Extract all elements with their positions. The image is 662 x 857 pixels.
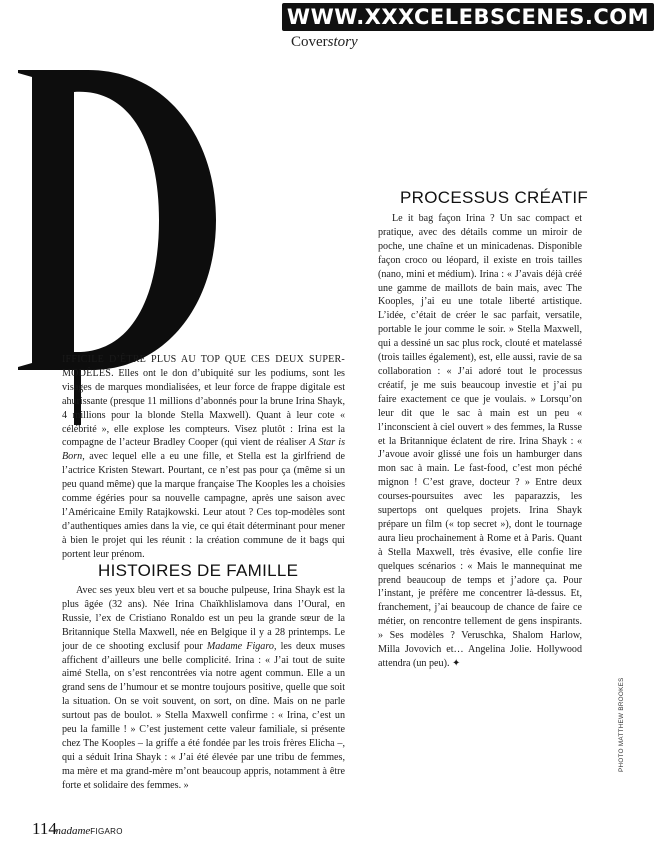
intro-lead: IFFICILE D’ÊTRE PLUS AU TOP QUE CES DEUX SUPER-MODÈLES. xyxy=(62,354,345,379)
section-label-story: story xyxy=(327,34,358,50)
processus-paragraph xyxy=(378,212,582,671)
intro-paragraph xyxy=(62,353,345,562)
drop-cap-letter xyxy=(18,70,19,71)
famille-paragraph xyxy=(62,584,345,793)
magazine-brand xyxy=(53,825,123,837)
photo-credit-text: PHOTO MATTHEW BROOKES xyxy=(618,677,625,772)
magazine-name: Madame Figaro xyxy=(206,640,274,652)
watermark-banner: WWW.XXXCELEBSCENES.COM xyxy=(282,3,654,31)
famille-text: Avec ses yeux bleu vert et sa bouche pulpeuse, Irina Shayk est la plus âgée (32 ans). Née Irina Chaïkhlislamova dans l’Oural, en Russie, l’ex de Cristiano Ronaldo est un peu la grande sœur de la Britannique Stella Maxwell, née en Belgique il y a 28 printemps. Le jour de ce shooting exclusif pour xyxy=(62,585,345,652)
intro-text: Elles ont le don d’ubiquité sur les podiums, sont les visages de marques mondialisées, et leur force de frappe digitale est ahurissante (presque 11 millions d’abonnés pour la brune Irina Shayk, 4 millions pour la blonde Stella Maxwell). Quant à leur cote « célébrité », elle explose les compteurs. Visez plutôt : Irina est la compagne de l’acteur Bradley Cooper (qui vient de réaliser xyxy=(62,367,345,449)
processus-text: Le it bag façon Irina ? Un sac compact et pratique, avec des détails comme un miroir de poche, une chaîne et un minicadenas. Disponible façon croco ou léopard, il existe en trois tailles (nano, mini et médium). Irina : « J’avais déjà créé une gamme de maillots de bain mais, avec The Kooples, j’ai eu une totale liberté artistique. L’idée, c’était de créer le sac parfait, versatile, portable le jour comme le soir. » Stella Maxwell, qui a dessiné un sac plus rock, clouté et matelassé (trois tailles également), est, elle aussi, ravie de sa collaboration : « J’ai adoré tout le processus créatif, je me suis beaucoup investie et j’ai pu faire exactement ce que je voulais. » Lorsqu’on leur dit que le sac à main est un peu « l’inconscient à ciel ouvert » des femmes, la Russe et la Britannique éclatent de rire. Irina Shayk : « J’avoue avoir glissé une fois un hamburger dans mon sac à main. Le fast-food, c’est mon péché mignon ! C’est grave, docteur ? » Entre deux courses-poursuites avec les paparazzis, les supertops ont quelques projets. Irina Shayk prépare un film (« top secret »), dont le tournage aura lieu prochainement à Rome et à Paris. Quant à Stella Maxwell, très évasive, elle confie lire quelques scénarios : « Mais le mannequinat me prend beaucoup de temps et j’adore ça. Pour l’instant, je préfère me concentrer là-dessus. Et, franchement, j’ai beaucoup de chance de faire ce métier, on rencontre tellement de gens inspirants. » Ses modèles ? Veruschka, Shalom Harlow, Milla Jovovich et… Angelina Jolie. Hollywood attendra (un peu). ✦ xyxy=(378,213,582,669)
page-number: 114 xyxy=(32,819,57,838)
famille-text-continued: , les deux muses affichent d’ailleurs une belle complicité. Irina : « J’ai tout de suite aimé Stella, on s’est rencontrées via notre agent commun. Elle a un grand sens de l’humour et se montre toujours positive, quelle que soit la situation. On se voit souvent, on sort, on dîne. Mais on ne parle surtout pas de boulot. » Stella Maxwell confirme : « Irina, c’est un peu la famille ! » C’est justement cette valeur familiale, si présente chez The Kooples – la griffe a été fondée par les trois frères Elicha –, qui a séduit Irina Shayk : « J’ai été élevée par une tribu de femmes, ma mère et ma grand-mère m’ont beaucoup appris, notamment à être forte et solidaire des femmes. » xyxy=(62,640,345,791)
section-label xyxy=(291,34,358,51)
brand-madame: madame xyxy=(53,825,91,837)
section-label-cover: Cover xyxy=(291,34,328,50)
heading-histoires-de-famille: HISTOIRES DE FAMILLE xyxy=(98,561,299,580)
intro-text-continued: , avec lequel elle a eu une fille, et Stella est la girlfriend de l’actrice Kristen Stewart. Pourtant, ce n’est pas pour ça (même si un peu quand même) que la marque française The Kooples les a choisies comme égéries pour sa nouvelle campagne, après une saison avec l’Américaine Emily Ratajkowski. Leur atout ? Ces top-modèles sont d’authentiques amies dans la vie, ce qui était déterminant pour mener à bien le projet qui les réunit : la création commune de it bags qui portent leur prénom. xyxy=(62,451,345,560)
heading-processus-creatif: PROCESSUS CRÉATIF xyxy=(400,188,589,207)
brand-figaro: FIGARO xyxy=(90,827,123,836)
photo-credit xyxy=(618,677,630,772)
film-title: A Star is Born xyxy=(62,437,345,463)
